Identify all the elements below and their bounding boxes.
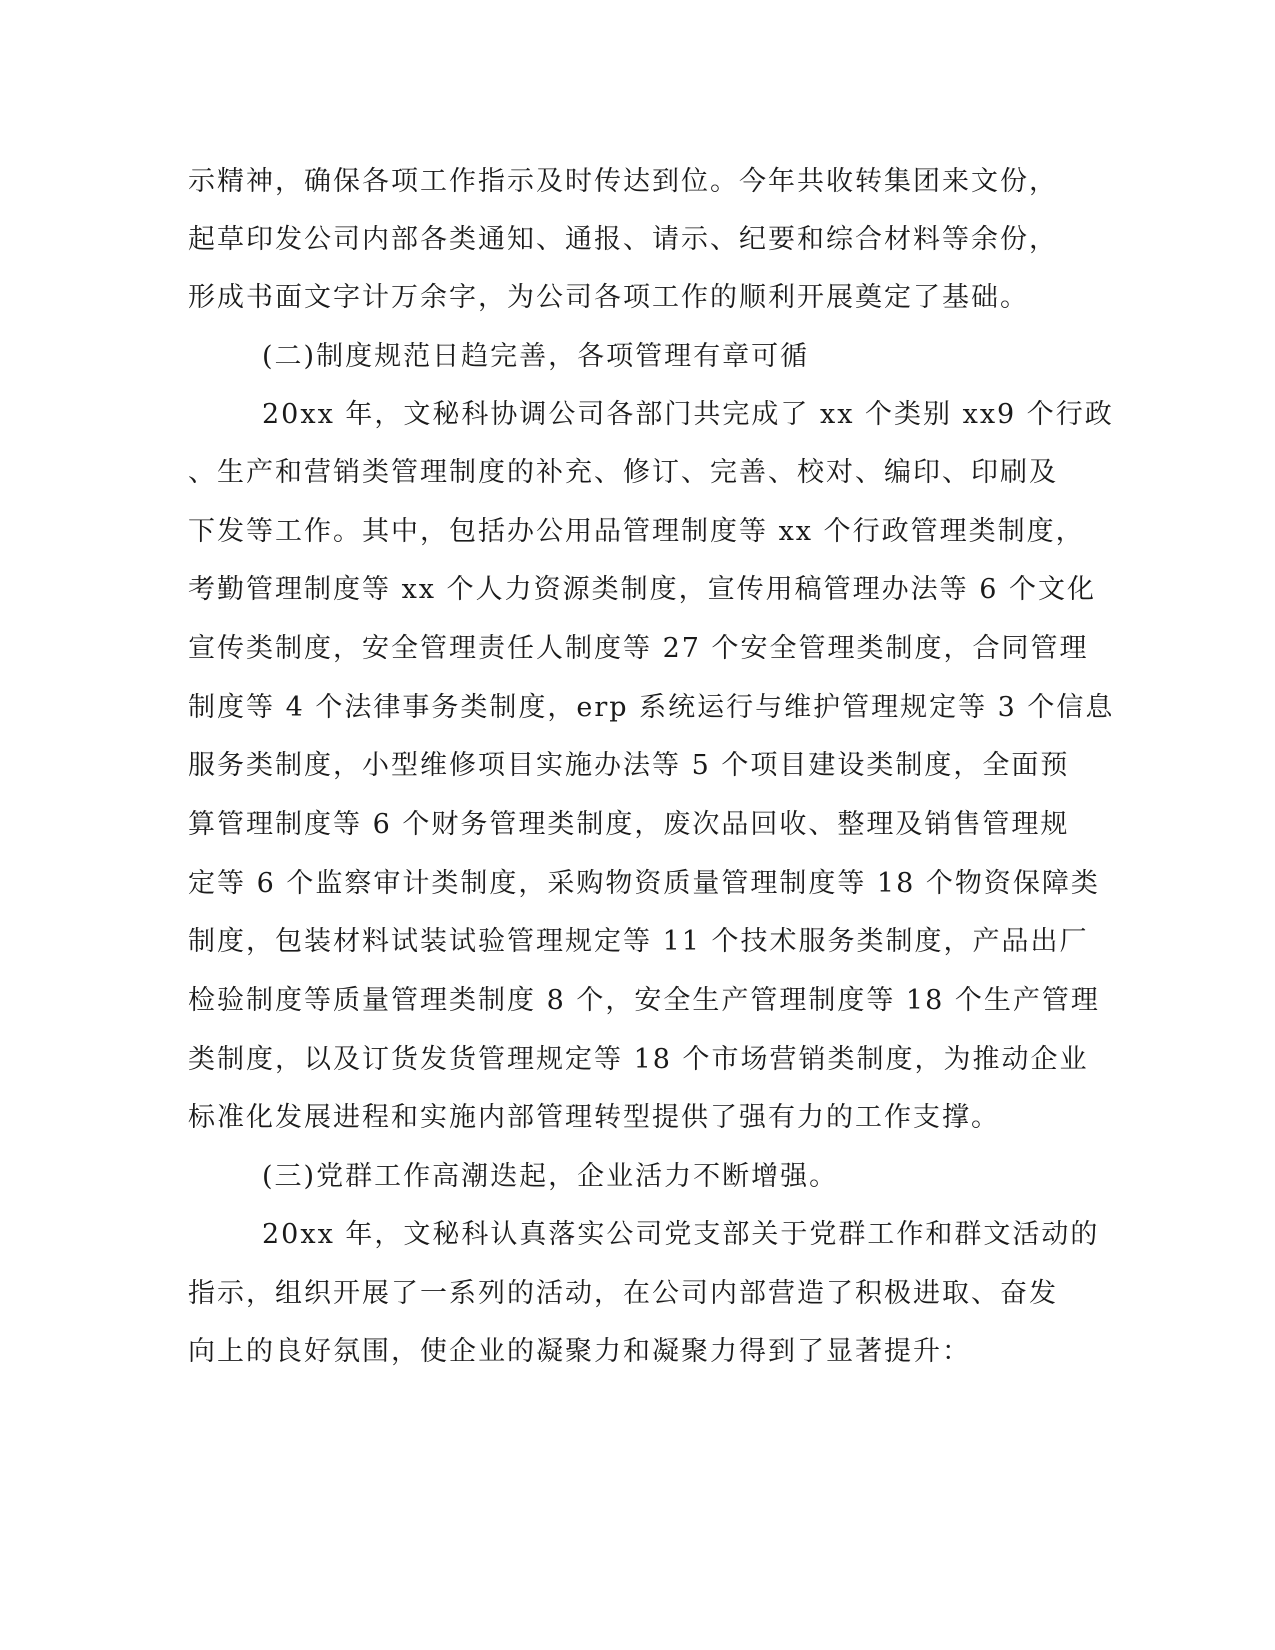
paragraph-1-line-2: 起草印发公司内部各类通知、通报、请示、纪要和综合材料等余份， — [188, 224, 1058, 255]
paragraph-1-line-1: 示精神，确保各项工作指示及时传达到位。今年共收转集团来文份， — [188, 166, 1058, 197]
section-heading-2: (二)制度规范日趋完善，各项管理有章可循 — [262, 341, 810, 372]
paragraph-3-line-1: 20xx 年，文秘科认真落实公司党支部关于党群工作和群文活动的 — [262, 1219, 1100, 1250]
paragraph-2-line-1: 20xx 年，文秘科协调公司各部门共完成了 xx 个类别 xx9 个行政 — [262, 399, 1114, 430]
paragraph-2-line-2: 、生产和营销类管理制度的补充、修订、完善、校对、编印、印刷及 — [188, 457, 1058, 488]
paragraph-1-line-3: 形成书面文字计万余字，为公司各项工作的顺利开展奠定了基础。 — [188, 282, 1029, 313]
paragraph-2-line-6: 制度等 4 个法律事务类制度，erp 系统运行与维护管理规定等 3 个信息 — [188, 692, 1115, 723]
paragraph-2-line-8: 算管理制度等 6 个财务管理类制度，废次品回收、整理及销售管理规 — [188, 809, 1070, 840]
paragraph-3-line-2: 指示，组织开展了一系列的活动，在公司内部营造了积极进取、奋发 — [188, 1278, 1058, 1309]
paragraph-2-line-4: 考勤管理制度等 xx 个人力资源类制度，宣传用稿管理办法等 6 个文化 — [188, 574, 1096, 605]
paragraph-2-line-10: 制度，包装材料试装试验管理规定等 11 个技术服务类制度，产品出厂 — [188, 926, 1089, 957]
paragraph-3-line-3: 向上的良好氛围，使企业的凝聚力和凝聚力得到了显著提升： — [188, 1336, 971, 1367]
paragraph-2-line-7: 服务类制度，小型维修项目实施办法等 5 个项目建设类制度，全面预 — [188, 750, 1070, 781]
paragraph-2-line-3: 下发等工作。其中，包括办公用品管理制度等 xx 个行政管理类制度， — [188, 516, 1085, 547]
paragraph-2-line-11: 检验制度等质量管理类制度 8 个，安全生产管理制度等 18 个生产管理 — [188, 985, 1100, 1016]
paragraph-2-line-12: 类制度，以及订货发货管理规定等 18 个市场营销类制度，为推动企业 — [188, 1044, 1089, 1075]
section-heading-3: (三)党群工作高潮迭起，企业活力不断增强。 — [262, 1161, 839, 1192]
paragraph-2-line-13: 标准化发展进程和实施内部管理转型提供了强有力的工作支撑。 — [188, 1102, 1000, 1133]
paragraph-2-line-5: 宣传类制度，安全管理责任人制度等 27 个安全管理类制度，合同管理 — [188, 633, 1089, 664]
paragraph-2-line-9: 定等 6 个监察审计类制度，采购物资质量管理制度等 18 个物资保障类 — [188, 868, 1100, 899]
